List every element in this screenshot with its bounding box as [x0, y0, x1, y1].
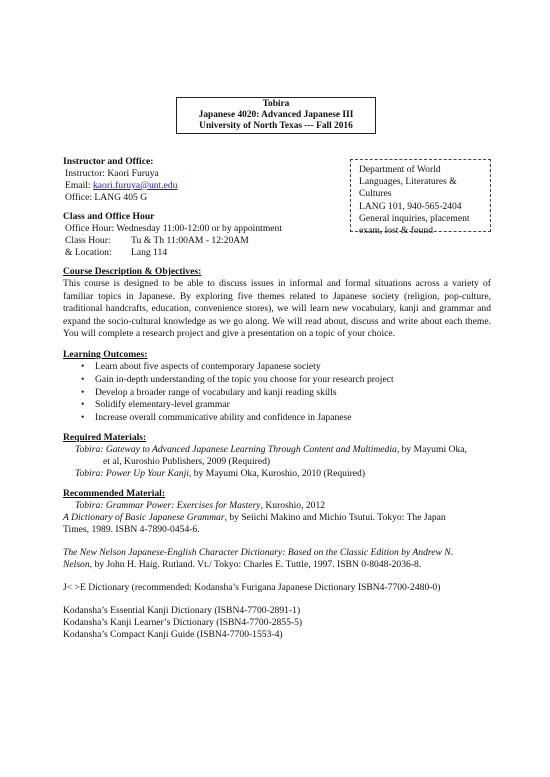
required-item-2-details: , by Mayumi Oka, Kuroshio, 2010 (Required)	[188, 468, 366, 479]
department-line-5: General inquiries, placement	[359, 212, 470, 224]
recommended-item-3-title-end: Nelson	[63, 559, 90, 570]
class-hour-label: Class Hour:	[65, 235, 111, 246]
location-value: Lang 114	[131, 247, 168, 258]
required-item-1-title: Tobira: Gateway to Advanced Japanese Learning Through Content and Multimedia	[75, 444, 397, 455]
recommended-item-6: Kodansha’s Kanji Learner’s Dictionary (ISBN4-7700-2855-5)	[63, 617, 303, 628]
recommended-item-2-line-2: Times, 1989. ISBN 4-7890-0454-6.	[63, 524, 200, 535]
instructor-line	[65, 168, 159, 181]
recommended-item-1	[75, 500, 325, 513]
department-info-box	[350, 159, 491, 237]
course-name: Japanese 4020: Advanced Japanese III	[198, 110, 354, 121]
required-item-2-title: Tobira: Power Up Your Kanji	[75, 468, 189, 479]
outcome-item: • Increase overall communicative ability and confidence in Japanese	[63, 412, 394, 425]
recommended-heading: Recommended Material:	[63, 488, 166, 499]
instructor-heading: Instructor and Office:	[63, 156, 154, 167]
office-hour-line: Office Hour: Wednesday 11:00-12:00 or by appointment	[65, 223, 282, 234]
recommended-item-2-details: , by Seiichi Makino and Michio Tsutui. Tokyo: The Japan	[224, 512, 446, 523]
instructor-name: Kaori Furuya	[107, 168, 159, 179]
department-line-3: Cultures	[359, 188, 392, 200]
recommended-item-2-title: A Dictionary of Basic Japanese Grammar	[63, 512, 225, 523]
required-item-1	[75, 444, 467, 457]
department-line-2: Languages, Literatures &	[359, 176, 457, 188]
class-office-heading: Class and Office Hour	[63, 211, 155, 222]
required-heading: Required Materials:	[63, 432, 147, 443]
required-item-1-details: , by Mayumi Oka,	[396, 444, 467, 455]
description-paragraph: This course is designed to be able to discuss issues in informal and formal situations across a variety of familiar topics in Japanese. By exploring five themes related to Japanese society (religion, pop-culture, traditional handcrafts, education, convenience stores), we will learn new vocabulary, kanji and grammar and expand the socio-cultural knowledge as we go along. We will read about, discuss and write about each theme. You will complete a research project and give a presentation on a topic of your choice.	[63, 278, 491, 340]
department-line-4: LANG 101, 940-565-2404	[359, 200, 462, 212]
required-item-1-line-2: et al, Kuroshio Publishers, 2009 (Required)	[103, 456, 271, 467]
course-title-box	[176, 97, 376, 134]
recommended-item-2	[63, 512, 446, 525]
outcome-item: • Learn about five aspects of contemporary Japanese society	[63, 361, 394, 374]
email-link[interactable]: kaori.furuya@unt.edu	[92, 180, 178, 191]
outcome-item: • Develop a broader range of vocabulary and kanji reading skills	[63, 387, 394, 400]
recommended-item-1-details: , Kuroshio, 2012	[260, 500, 326, 511]
class-hour-value: Tu & Th 11:00AM - 12:20AM	[131, 235, 249, 246]
course-series-title: Tobira	[262, 99, 290, 109]
recommended-item-3-details: , by John H. Haig. Rutland. Vt./ Tokyo: Charles E. Tuttle, 1997. ISBN 0-8048-2036-8.	[89, 559, 422, 570]
office-line: Office: LANG 405 G	[65, 192, 148, 203]
outcomes-list	[63, 361, 394, 425]
outcomes-heading: Learning Outcomes:	[63, 349, 148, 360]
recommended-item-1-title: Tobira: Grammar Power: Exercises for Mastery	[75, 500, 261, 511]
outcome-item: • Gain in-depth understanding of the topic you choose for your research project	[63, 374, 394, 387]
email-label: Email:	[65, 180, 93, 191]
recommended-item-7: Kodansha’s Compact Kanji Guide (ISBN4-7700-1553-4)	[63, 629, 283, 640]
outcome-item: • Solidify elementary-level grammar	[63, 399, 394, 412]
recommended-item-5: Kodansha’s Essential Kanji Dictionary (ISBN4-7700-2891-1)	[63, 605, 301, 616]
recommended-item-3-line-2	[63, 559, 421, 572]
email-line	[65, 180, 177, 193]
university-term: University of North Texas --- Fall 2016	[199, 121, 353, 132]
location-label: & Location:	[65, 247, 112, 258]
class-hour-line	[65, 235, 111, 248]
description-heading: Course Description & Objectives:	[63, 266, 202, 277]
recommended-item-4: J< >E Dictionary (recommended: Kodansha’s Furigana Japanese Dictionary ISBN4-7700-2480-0)	[63, 582, 441, 593]
department-line-6: exam, lost & found	[359, 225, 434, 237]
instructor-label: Instructor:	[65, 168, 108, 179]
required-item-2	[75, 468, 365, 481]
department-line-1: Department of World	[359, 164, 441, 175]
recommended-item-3-title: The New Nelson Japanese-English Character Dictionary: Based on the Classic Edition by Andrew N.	[63, 547, 454, 558]
